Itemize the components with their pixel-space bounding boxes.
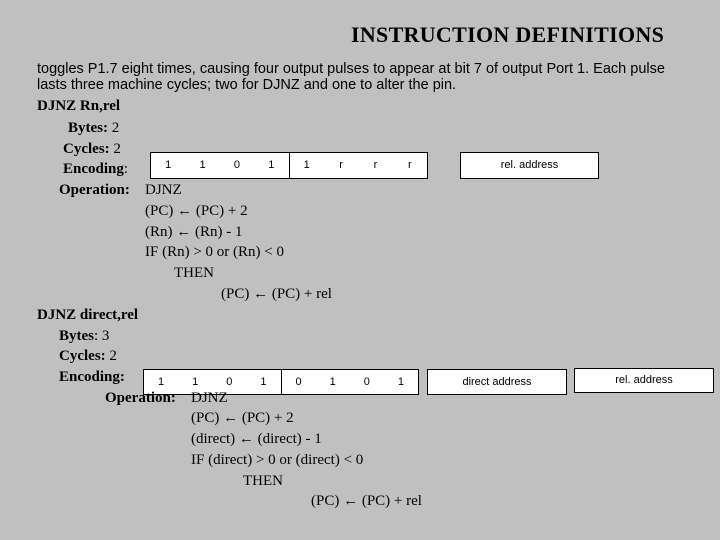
opcode-bit: 0 (233, 159, 240, 171)
encoding-colon: : (123, 161, 129, 177)
op-line: (direct) ← (direct) - 1 (191, 431, 322, 447)
djnz-rn-operation-label: Operation: (59, 182, 130, 198)
djnz-rn-opcode-box (150, 152, 428, 179)
opcode-bit: 1 (268, 159, 275, 171)
djnz-direct-operation-label: Operation: (105, 390, 176, 406)
djnz-rn-encoding (63, 159, 128, 179)
djnz-direct-heading: DJNZ direct,rel (37, 307, 139, 323)
op-line: (PC) ← (PC) + 2 (145, 203, 248, 219)
djnz-direct-direct-address-box: direct address (427, 369, 567, 395)
encoding-label: Encoding (63, 161, 124, 177)
djnz-direct-encoding-label: Encoding: (59, 369, 125, 385)
djnz-direct-rel-address-box: rel. address (574, 368, 714, 393)
op-line: IF (Rn) > 0 or (Rn) < 0 (145, 244, 284, 260)
djnz-rn-heading: DJNZ Rn,rel (37, 98, 121, 114)
bytes-value: 2 (111, 120, 120, 136)
opcode-bit: 0 (281, 370, 316, 394)
cycles-label: Cycles: (63, 141, 110, 157)
op-line: (PC) ← (PC) + rel (221, 286, 332, 302)
cycles-label: Cycles: (59, 348, 106, 364)
opcode-bit: r (339, 159, 343, 171)
op-line: (PC) ← (PC) + rel (311, 493, 422, 509)
djnz-rn-bytes (68, 118, 119, 138)
op-line: (PC) ← (PC) + 2 (191, 410, 294, 426)
op-line: IF (direct) > 0 or (direct) < 0 (191, 452, 364, 468)
opcode-bit: r (407, 159, 412, 171)
opcode-bit: 0 (363, 376, 370, 388)
opcode-bit: 1 (158, 376, 165, 388)
opcode-bit: r (373, 159, 378, 171)
opcode-bit: 1 (260, 376, 267, 388)
cycles-value: 2 (113, 141, 121, 157)
op-line: THEN (174, 265, 214, 281)
djnz-rn-rel-address-box: rel. address (460, 152, 599, 179)
opcode-bit: 1 (199, 159, 206, 171)
bytes-label: Bytes: (68, 120, 108, 136)
op-line: DJNZ (145, 182, 182, 198)
opcode-bit: 1 (397, 376, 404, 388)
opcode-bit: 0 (226, 376, 233, 388)
intro-paragraph: toggles P1.7 eight times, causing four output pulses to appear at bit 7 of output Port 1. Each pulse lasts three machine cycles; two for DJNZ and one to alter the pin. (37, 61, 665, 93)
opcode-bit: 1 (192, 376, 199, 388)
bytes-value: : 3 (94, 328, 110, 344)
op-line: DJNZ (191, 390, 228, 406)
djnz-direct-cycles (59, 346, 117, 366)
op-line: (Rn) ← (Rn) - 1 (145, 224, 243, 240)
page-title: INSTRUCTION DEFINITIONS (351, 22, 665, 47)
cycles-value: 2 (109, 348, 117, 364)
djnz-direct-bytes (59, 326, 109, 346)
op-line: THEN (243, 473, 283, 489)
djnz-rn-cycles (63, 139, 121, 159)
opcode-bit: 1 (329, 376, 336, 388)
djnz-direct-opcode-box (143, 369, 419, 395)
bytes-label: Bytes (59, 328, 94, 344)
opcode-bit: 1 (165, 159, 172, 171)
opcode-bit: 1 (289, 153, 324, 178)
